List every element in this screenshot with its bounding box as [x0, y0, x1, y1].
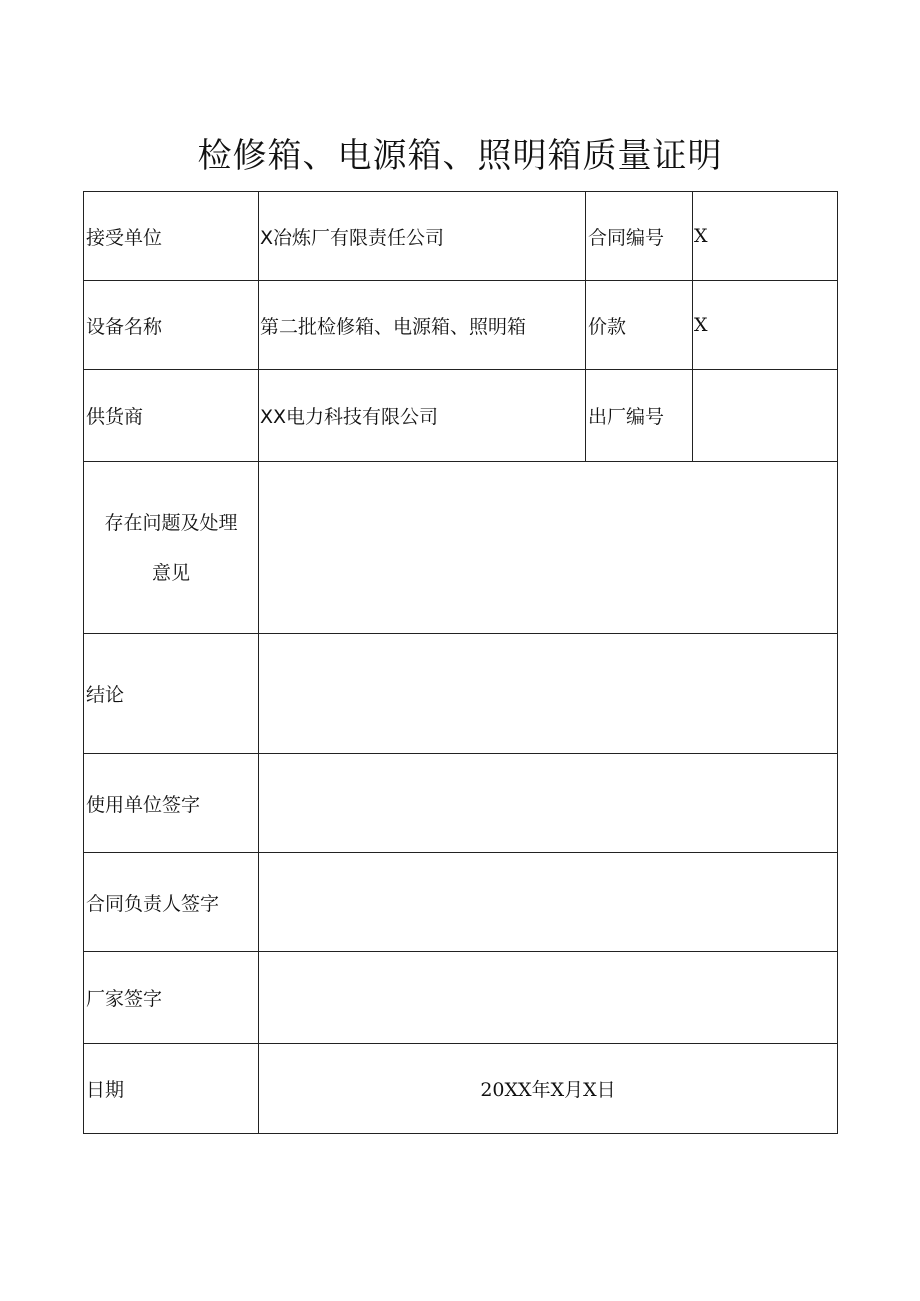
- issues-value: [259, 462, 838, 634]
- contract-number-value: X: [693, 192, 838, 281]
- contract-number-label: 合同编号: [586, 192, 693, 281]
- supplier-label: 供货商: [84, 370, 259, 462]
- conclusion-row: [84, 634, 838, 754]
- date-label: 日期: [84, 1044, 259, 1134]
- issues-label-line1: 存在问题及处理: [104, 511, 238, 534]
- issues-label: [84, 462, 259, 634]
- contract-sign-row: [84, 853, 838, 952]
- conclusion-value: [259, 634, 838, 754]
- contract-sign-value: [259, 853, 838, 952]
- user-sign-label: 使用单位签字: [84, 754, 259, 853]
- vendor-sign-value: [259, 952, 838, 1044]
- issues-row: [84, 462, 838, 634]
- conclusion-label: 结论: [84, 634, 259, 754]
- supplier-value: XX电力科技有限公司: [259, 370, 586, 462]
- receiver-label: 接受单位: [84, 192, 259, 281]
- page-title: 检修箱、电源箱、照明箱质量证明: [197, 136, 723, 176]
- serial-number-label: 出厂编号: [586, 370, 693, 462]
- user-sign-value: [259, 754, 838, 853]
- vendor-sign-label: 厂家签字: [84, 952, 259, 1044]
- vendor-sign-row: [84, 952, 838, 1044]
- date-row: [84, 1044, 838, 1134]
- contract-sign-label: 合同负责人签字: [84, 853, 259, 952]
- supplier-row: [84, 370, 838, 462]
- issues-label-line2: 意见: [151, 561, 190, 584]
- equipment-value: 第二批检修箱、电源箱、照明箱: [259, 281, 586, 370]
- user-sign-row: [84, 754, 838, 853]
- receiver-row: [84, 192, 838, 281]
- equipment-label: 设备名称: [84, 281, 259, 370]
- serial-number-value: [693, 370, 838, 462]
- price-value: X: [693, 281, 838, 370]
- price-label: 价款: [586, 281, 693, 370]
- date-value: 20XX年X月X日: [259, 1044, 838, 1134]
- quality-certificate-table: [83, 191, 838, 1134]
- equipment-row: [84, 281, 838, 370]
- receiver-value: X冶炼厂有限责任公司: [259, 192, 586, 281]
